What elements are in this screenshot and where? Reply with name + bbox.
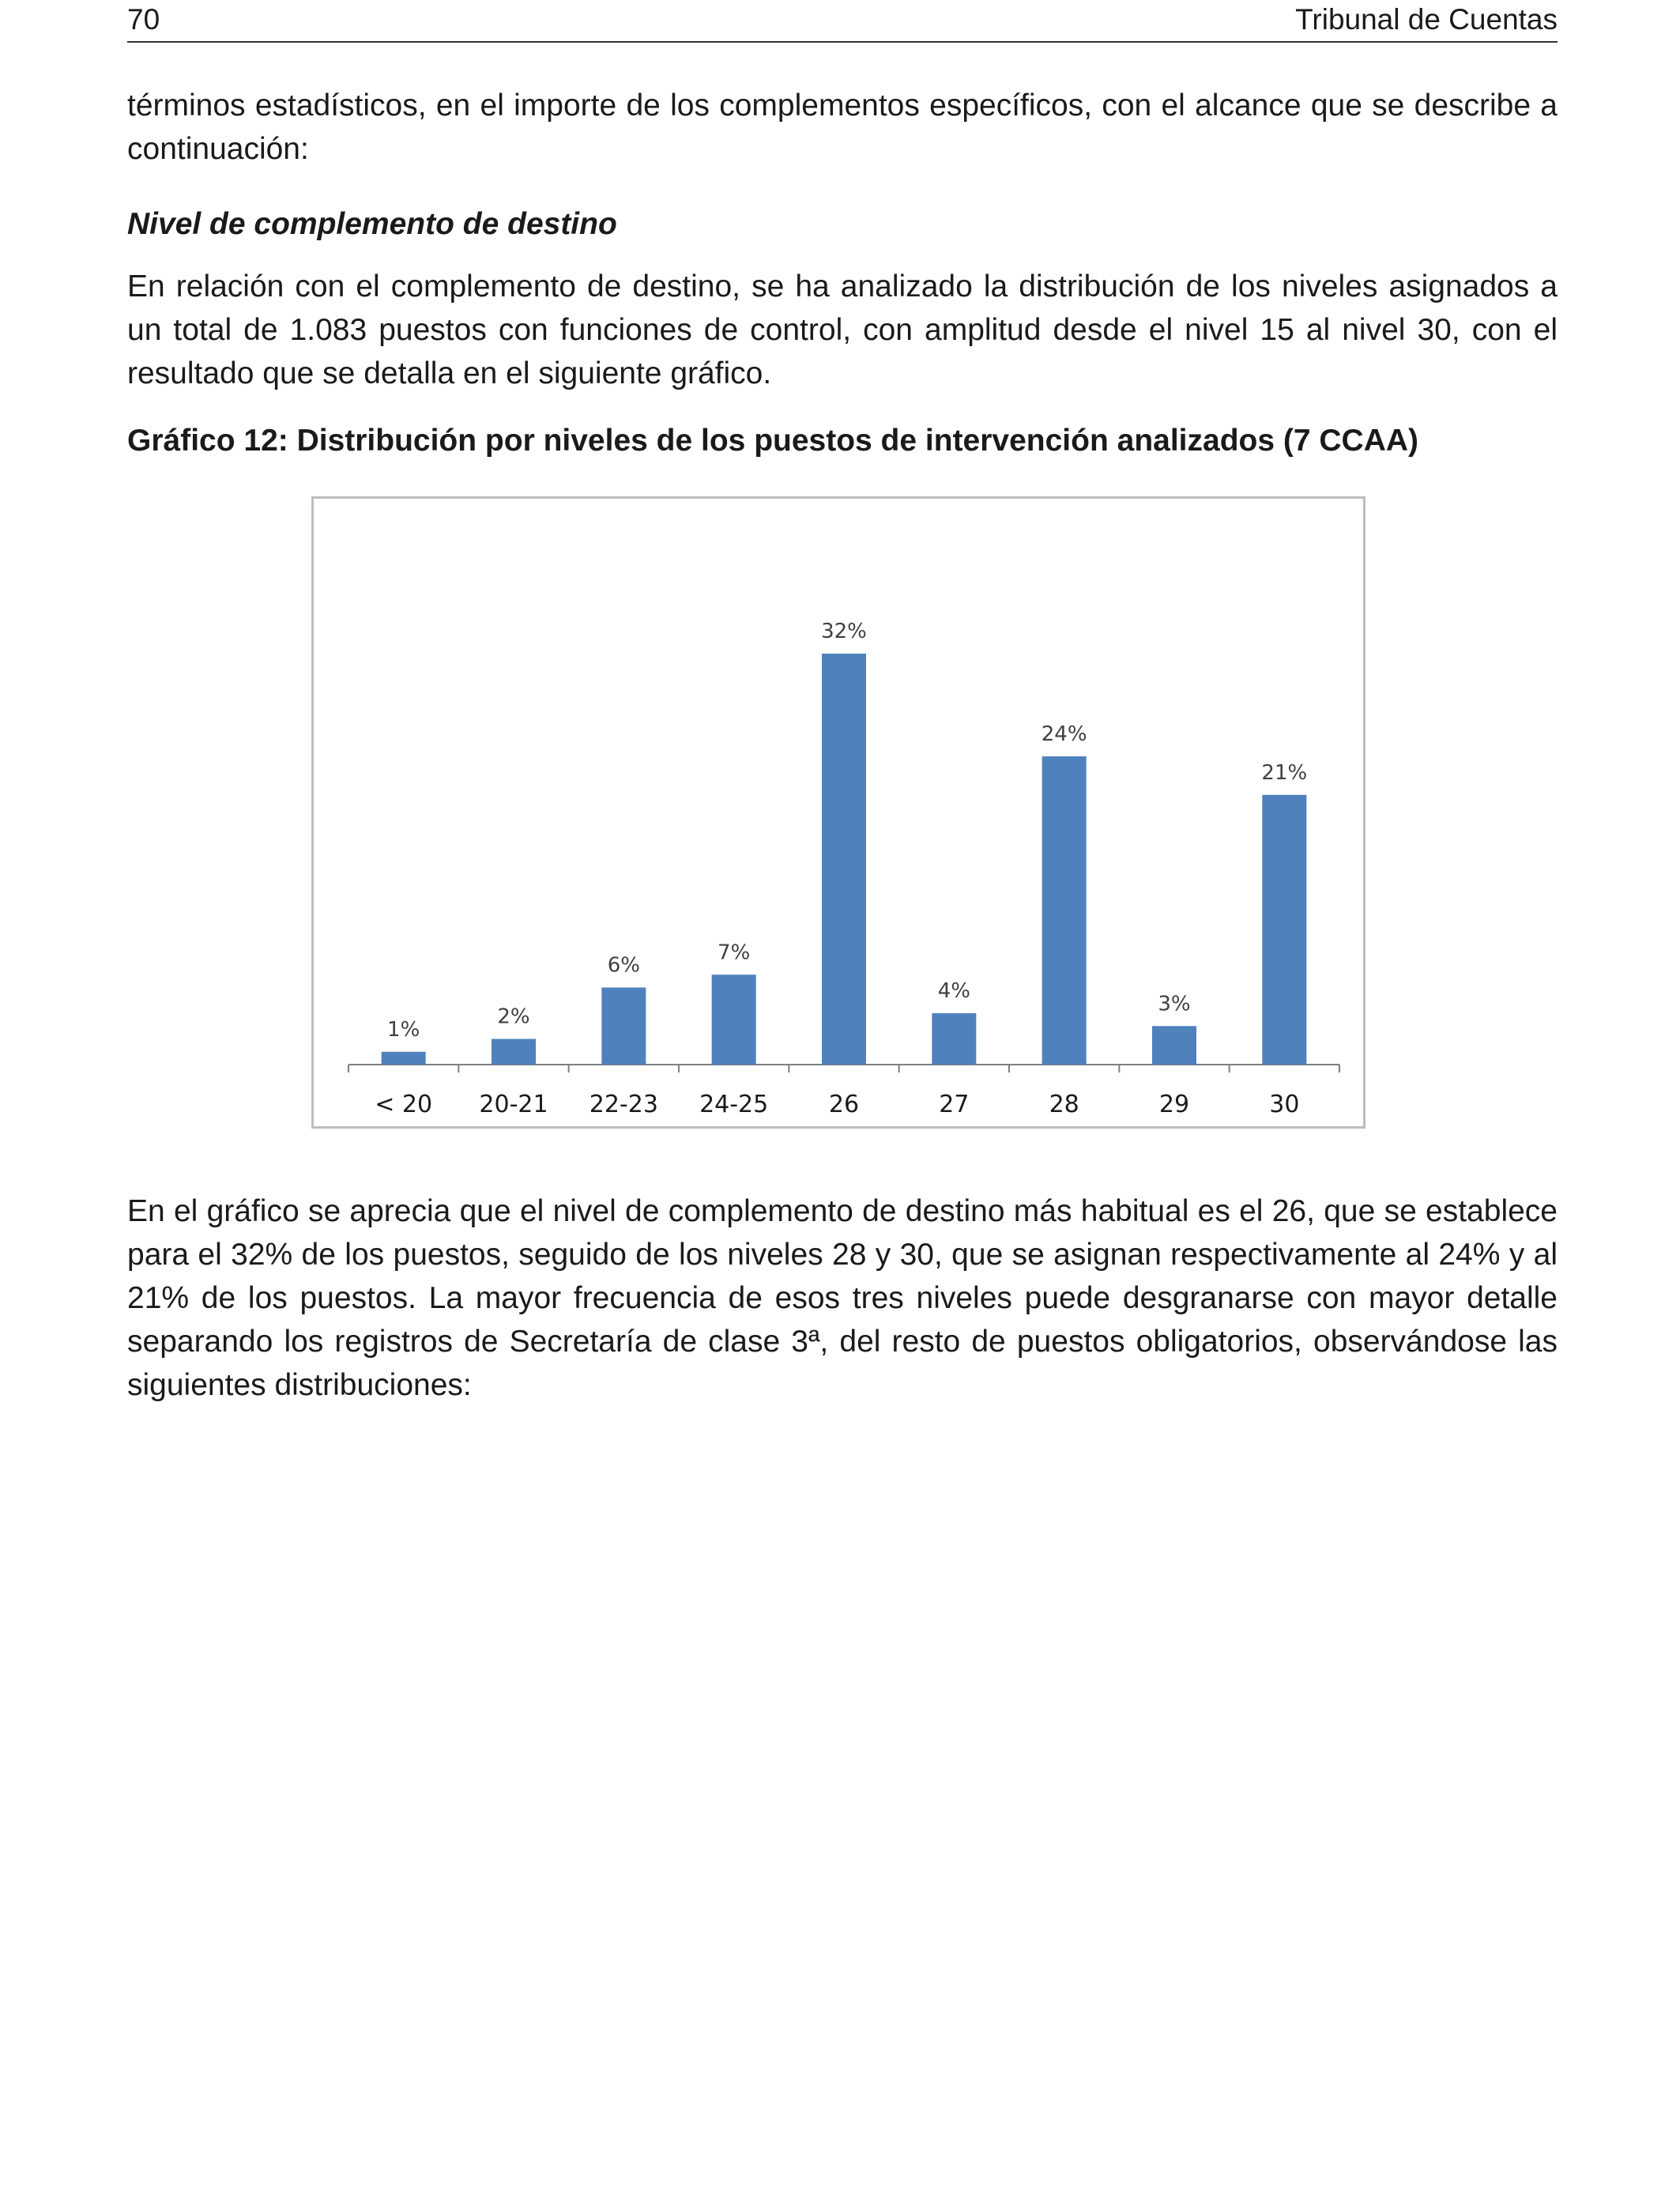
data-label: 7% [718, 941, 751, 965]
bar-3 [601, 988, 646, 1065]
data-label: 2% [497, 1005, 530, 1029]
data-label: 24% [1041, 722, 1087, 746]
chart-caption: Gráfico 12: Distribución por niveles de los puestos de intervención analizados (7 CCAA) [127, 424, 1419, 458]
bar-chart-canvas [314, 499, 1368, 1131]
x-tick-label: 22-23 [589, 1091, 658, 1118]
x-tick-label: 29 [1158, 1091, 1190, 1118]
page-number: 70 [127, 3, 160, 36]
x-tick-label: 30 [1269, 1091, 1300, 1118]
section-heading: Nivel de complemento de destino [127, 207, 617, 241]
data-label: 1% [387, 1017, 420, 1042]
x-tick-label: 20-21 [479, 1091, 548, 1118]
data-label: 21% [1261, 760, 1308, 785]
data-label: 32% [821, 620, 867, 643]
x-tick-label: 28 [1049, 1091, 1079, 1118]
bar-7 [1042, 756, 1087, 1065]
bar-9 [1262, 795, 1306, 1065]
data-label: 3% [1158, 992, 1191, 1016]
bar-5 [822, 654, 866, 1065]
bar-4 [712, 974, 756, 1065]
x-tick-label: < 20 [375, 1091, 433, 1118]
data-label: 4% [937, 979, 970, 1003]
body-paragraph-1: En relación con el complemento de destino, se ha analizado la distribución de los niveles asignados a un total de 1.083 puestos con funciones de control, con amplitud desde el nivel 15 al nivel 30, con el resultado que se detalla en el siguiente gráfico. [127, 270, 1558, 390]
x-tick-label: 26 [828, 1091, 860, 1118]
intro-paragraph: términos estadísticos, en el importe de los complementos específicos, con el alcance que se describe a continuación: [127, 89, 1558, 166]
x-tick-label: 24-25 [699, 1091, 769, 1118]
body-paragraph-2: En el gráfico se aprecia que el nivel de complemento de destino más habitual es el 26, que se establece para el 32% de los puestos, seguido de los niveles 28 y 30, que se asignan respectivamente al 24% y al 21% de los puestos. La mayor frecuencia de esos tres niveles puede desgranarse con mayor detalle separando los registros de Secretaría de clase 3ª, del resto de puestos obligatorios, observándose las siguientes distribuciones: [127, 1194, 1558, 1402]
bar-chart [311, 496, 1365, 1129]
data-label: 6% [607, 953, 640, 978]
running-header-title: Tribunal de Cuentas [1295, 3, 1558, 36]
bar-8 [1152, 1026, 1196, 1065]
bar-6 [932, 1013, 976, 1065]
bar-1 [382, 1052, 426, 1065]
page-header [127, 0, 1558, 43]
bar-2 [492, 1039, 536, 1065]
x-tick-label: 27 [939, 1091, 970, 1118]
